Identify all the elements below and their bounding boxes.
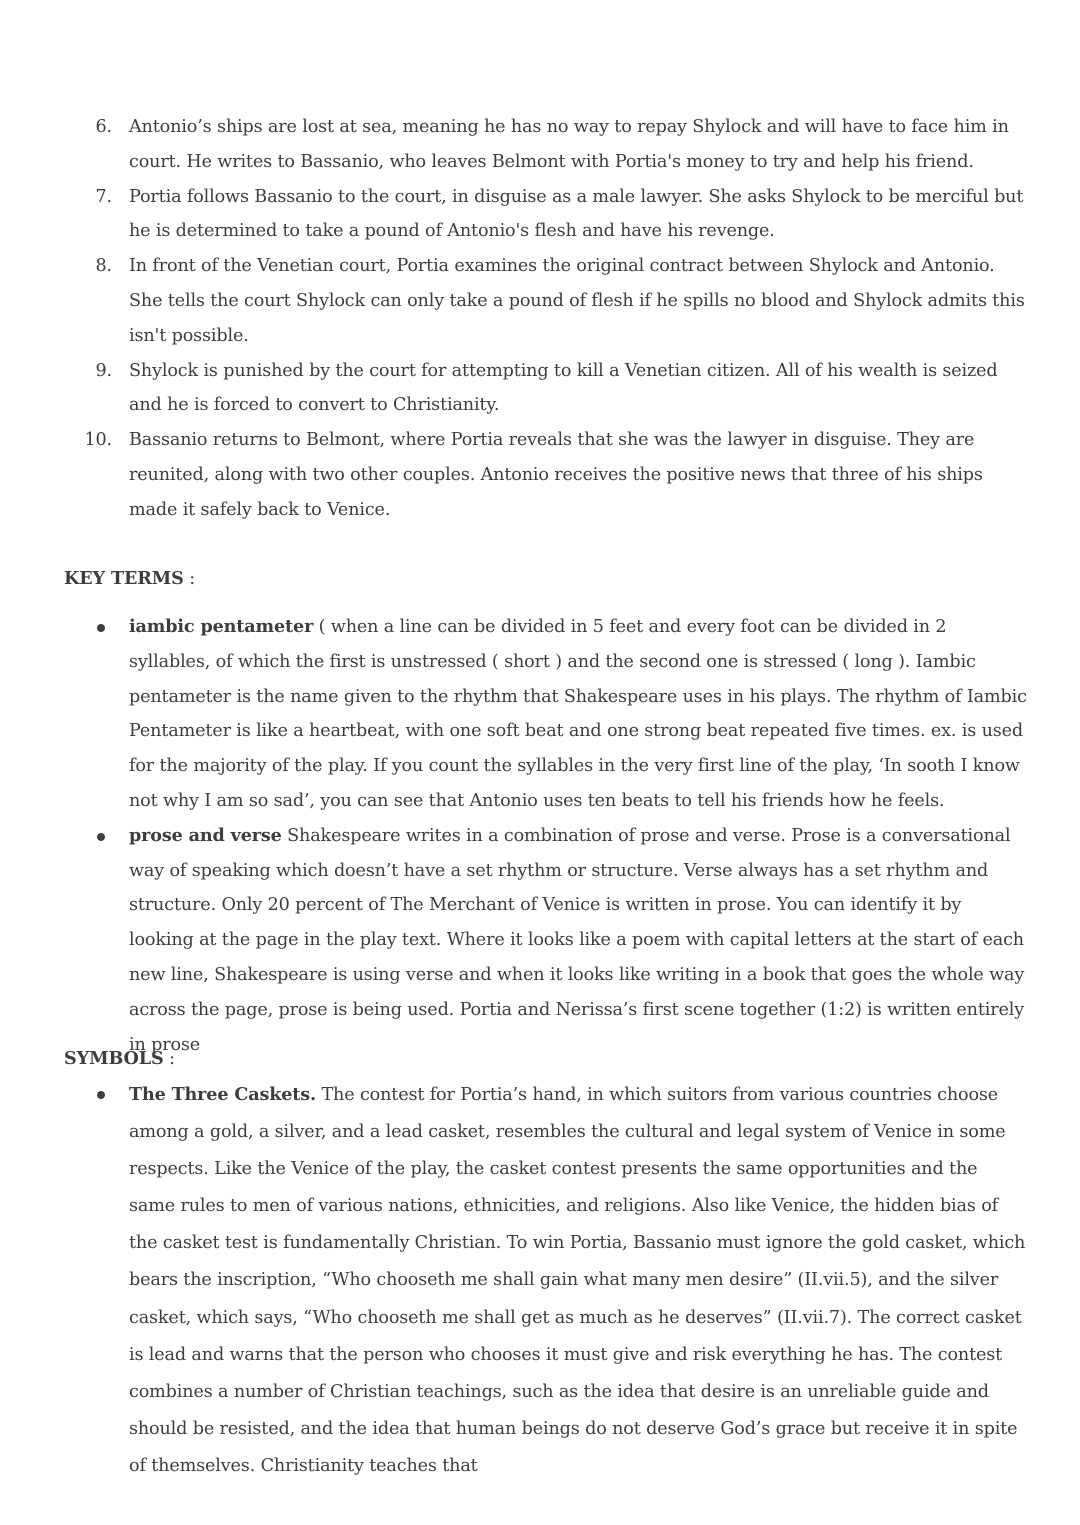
list-item-number: 9. xyxy=(95,360,112,381)
symbols-heading xyxy=(64,1042,175,1077)
bullet-icon xyxy=(97,1091,105,1099)
key-term-item xyxy=(0,819,1080,1063)
key-term-text: ( when a line can be divided in 5 feet and every foot can be divided in 2 syllables, of which the first is unstressed ( short ) and the second one is stressed ( long ). Iambic pentameter is the name given to the rhythm that Shakespeare uses in his plays. The rhythm of Iambic Pentameter is like a heartbeat, with one soft beat and one strong beat repeated five times. ex. is used for the majority of the play. If you count the syllables in the very first line of the play, ‘In sooth I know not why I am so sad’, you can see that Antonio uses ten beats to tell his friends how he feels. xyxy=(129,617,1027,811)
list-item-number: 7. xyxy=(95,186,112,207)
list-item-text: Antonio’s ships are lost at sea, meaning he has no way to repay Shylock and will have to face him in court. He writes to Bassanio, who leaves Belmont with Portia's money to try and help his friend. xyxy=(129,117,1009,172)
symbol-title: The Three Caskets. xyxy=(129,1084,317,1105)
symbol-item xyxy=(0,1076,1080,1485)
list-item-text: Shylock is punished by the court for attempting to kill a Venetian citizen. All of his wealth is seized and he is forced to convert to Christianity. xyxy=(129,360,998,416)
key-term-text: Shakespeare writes in a combination of prose and verse. Prose is a conversational way of speaking which doesn’t have a set rhythm or structure. Verse always has a set rhythm and structure. Only 20 percent of The Merchant of Venice is written in prose. You can identify it by looking at the page in the play text. Where it looks like a poem with capital letters at the start of each new line, Shakespeare is using verse and when it looks like writing in a book that goes the whole way across the page, prose is being used. Portia and Nerissa’s first scene together (1:2) is written entirely in prose xyxy=(129,825,1025,1055)
symbol-text: The contest for Portia’s hand, in which suitors from various countries choose among a gold, a silver, and a lead casket, resembles the cultural and legal system of Venice in some respects. Like the Venice of the play, the casket contest presents the same opportunities and the same rules to men of various nations, ethnicities, and religions. Also like Venice, the hidden bias of the casket test is fundamentally Christian. To win Portia, Bassanio must ignore the gold casket, which bears the inscription, “Who chooseth me shall gain what many men desire” (II.vii.5), and the silver casket, which says, “Who chooseth me shall get as much as he deserves” (II.vii.7). The correct casket is lead and warns that the person who chooses it must give and risk everything he has. The contest combines a number of Christian teachings, such as the idea that desire is an unreliable guide and should be resisted, and the idea that human beings do not deserve God’s grace but receive it in spite of themselves. Christianity teaches that xyxy=(129,1085,1026,1476)
list-item-number: 10. xyxy=(84,430,112,451)
plot-summary-list xyxy=(0,110,1080,528)
list-item xyxy=(0,249,1080,353)
key-term-title: prose and verse xyxy=(129,824,282,846)
list-item-text: Portia follows Bassanio to the court, in disguise as a male lawyer. She asks Shylock to be merciful but he is determined to take a pound of Antonio's flesh and have his revenge. xyxy=(129,186,1024,242)
key-term-item xyxy=(0,610,1080,819)
list-item xyxy=(0,180,1080,250)
key-terms-heading-colon: : xyxy=(183,569,196,589)
list-item-number: 8. xyxy=(95,256,112,277)
list-item xyxy=(0,423,1080,527)
bullet-icon xyxy=(97,624,105,632)
key-terms-heading-label: KEY TERMS xyxy=(64,568,184,589)
bullet-icon xyxy=(97,833,105,841)
symbols-list xyxy=(0,1076,1080,1485)
list-item xyxy=(0,110,1080,180)
symbols-heading-colon: : xyxy=(163,1049,175,1069)
symbols-heading-label: SYMBOLS xyxy=(64,1048,164,1069)
key-terms-heading xyxy=(64,562,195,597)
key-term-title: iambic pentameter xyxy=(129,616,314,637)
list-item-number: 6. xyxy=(95,117,112,137)
list-item-text: In front of the Venetian court, Portia examines the original contract between Shylock and Antonio. She tells the court Shylock can only take a pound of flesh if he spills no blood and Shylock admits this isn't possible. xyxy=(129,256,1025,346)
list-item xyxy=(0,354,1080,424)
list-item-text: Bassanio returns to Belmont, where Portia reveals that she was the lawyer in disguise. They are reunited, along with two other couples. Antonio receives the positive news that three of his ships made it safely back to Venice. xyxy=(129,430,983,520)
key-terms-list xyxy=(0,610,1080,1062)
